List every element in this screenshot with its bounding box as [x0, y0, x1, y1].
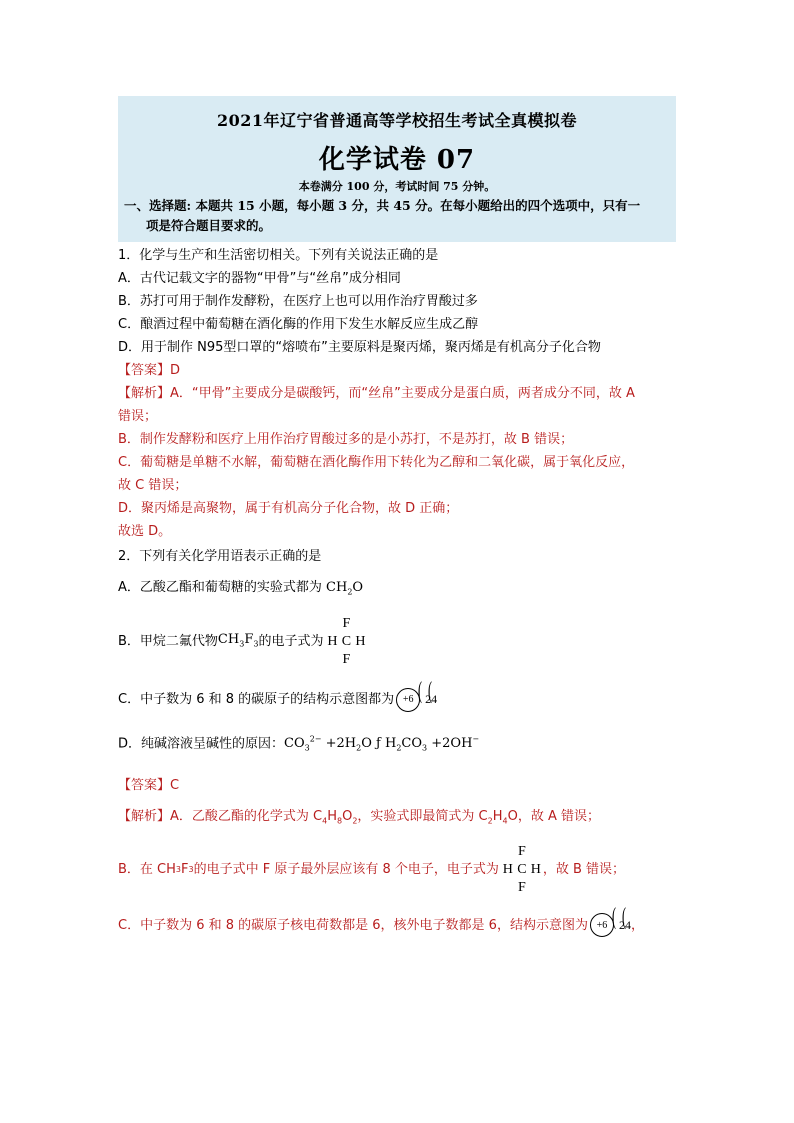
q2-option-a — [118, 576, 676, 604]
q1-analysis-a — [118, 382, 676, 405]
s: 2 — [487, 816, 493, 826]
shell-2: 4 — [624, 917, 631, 932]
q1-option-c: C．酿酒过程中葡萄糖在酒化酶的作用下发生水解反应生成乙醇 — [118, 317, 479, 332]
lewis-h-right: H — [355, 634, 366, 650]
q1-answer-value: D — [170, 363, 181, 378]
q1-option-b: B．苏打可用于制作发酵粉，在医疗上也可以用作治疗胃酸过多 — [118, 294, 478, 309]
t: ，故 B 错误； — [542, 861, 626, 877]
f-sub: 3 — [253, 639, 259, 649]
lewis-f-bottom: F — [517, 879, 526, 895]
t: ， — [630, 917, 644, 933]
q2-option-d-equation — [284, 736, 479, 751]
s: 3 — [188, 864, 194, 874]
section-line-2: 项是符合题目要求的。 — [146, 218, 272, 233]
q1-stem: 1．化学与生产和生活密切相关。下列有关说法正确的是 — [118, 248, 439, 263]
t: H — [327, 808, 337, 824]
s: 4 — [322, 816, 328, 826]
q2-option-a-formula — [326, 580, 363, 595]
exam-title: 2021年辽宁省普通高等学校招生考试全真模拟卷 — [216, 111, 578, 130]
s: 4 — [502, 816, 508, 826]
q1-analysis-c: C．葡萄糖是单糖不水解，葡萄糖在酒化酶作用下转化为乙醇和二氧化碳，属于氧化反应， — [118, 455, 635, 470]
atom-shells — [616, 914, 631, 937]
q2-answer-value: C — [170, 777, 180, 793]
shell-1: 2 — [618, 917, 625, 932]
exam-info: 本卷满分 100 分，考试时间 75 分钟。 — [298, 180, 496, 193]
q1-option-a: A．古代记载文字的器物“甲骨”与“丝帛”成分相同 — [118, 271, 401, 286]
q2-option-d-text: D．纯碱溶液呈碱性的原因： — [118, 735, 285, 751]
question-2 — [118, 545, 676, 942]
s: 8 — [337, 816, 343, 826]
lewis-h-left: H — [502, 861, 513, 877]
lewis-structure-full — [501, 842, 543, 896]
lewis-f-top: F — [517, 843, 526, 859]
section-line-1: 一、选择题: 本题共 15 小题，每小题 3 分，共 45 分。在每小题给出的四个选项中，只有一 — [124, 198, 641, 213]
exam-page — [118, 96, 676, 942]
f-sup: 2− — [309, 734, 322, 744]
q1-analysis-c-cont: 故 C 错误； — [118, 478, 188, 493]
q2-option-c-text: C．中子数为 6 和 8 的碳原子的结构示意图都为 — [118, 692, 395, 708]
q2-stem: 2．下列有关化学用语表示正确的是 — [118, 549, 322, 564]
lewis-structure — [325, 615, 367, 669]
t: C．中子数为 6 和 8 的碳原子核电荷数都是 6，核外电子数都是 6，结构示意图为 — [118, 917, 588, 933]
t: H — [492, 808, 503, 824]
shell-1: 2 — [425, 692, 432, 707]
f-sub: 2 — [347, 587, 353, 597]
q2-option-d — [118, 728, 676, 760]
atom-structure-diagram — [396, 688, 437, 712]
q1-analysis-d: D．聚丙烯是高聚物，属于有机高分子化合物，故 D 正确； — [118, 501, 459, 516]
t: A．乙酸乙酯的化学式为 C — [170, 808, 323, 824]
q1-conclusion: 故选 D。 — [118, 524, 172, 539]
q2-option-c — [118, 682, 676, 718]
q1-analysis-a-text: A．“甲骨”主要成分是碳酸钙，而“丝帛”主要成分是蛋白质，两者成分不同，故 A — [170, 386, 635, 401]
lewis-h-right: H — [530, 861, 541, 877]
shell-2: 4 — [431, 692, 438, 707]
f-part: +2H — [321, 735, 357, 751]
atom-structure-diagram-2 — [590, 913, 631, 937]
q1-answer-tag: 【答案】 — [118, 363, 171, 378]
f-sub: 3 — [422, 743, 428, 753]
f-part: CH — [326, 580, 348, 595]
t: ，实验式即最简式为 C — [357, 808, 488, 824]
lewis-h-left: H — [327, 634, 338, 650]
q2-option-b — [118, 612, 676, 672]
q1-analysis-tag: 【解析】 — [118, 386, 171, 401]
f-part: CO — [284, 735, 305, 751]
exam-header — [118, 96, 676, 242]
f-sub: 3 — [239, 639, 245, 649]
q2-analysis-b — [118, 838, 676, 900]
t: 的电子式中 F 原子最外层应该有 8 个电子，电子式为 — [193, 861, 499, 877]
f-part: CO — [401, 735, 423, 751]
f-sup: − — [472, 734, 480, 744]
q1-option-d: D．用于制作 N95型口罩的“熔喷布”主要原料是聚丙烯，聚丙烯是有机高分子化合物 — [118, 340, 601, 355]
lewis-f-top: F — [342, 616, 351, 632]
f-part: F — [244, 631, 254, 647]
atom-shells — [422, 688, 437, 711]
q2-analysis-a — [118, 805, 676, 833]
q2-answer — [118, 774, 676, 797]
s: 2 — [352, 816, 358, 826]
s: 3 — [175, 864, 181, 874]
f-part: +2OH — [427, 735, 473, 751]
f-sub: 3 — [304, 743, 310, 753]
q2-analysis-tag: 【解析】 — [118, 808, 171, 824]
q2-option-b-text-post: 的电子式为 — [258, 634, 324, 650]
lewis-c-center: C — [341, 634, 352, 650]
atom-nucleus: +6 — [590, 913, 614, 937]
q2-option-b-formula — [218, 628, 259, 656]
section-instructions — [124, 196, 670, 236]
lewis-c-center: C — [517, 861, 527, 877]
q2-option-a-text: A．乙酸乙酯和葡萄糖的实验式都为 — [118, 580, 327, 595]
f-sub: 2 — [356, 743, 362, 753]
q2-answer-tag: 【答案】 — [118, 777, 171, 793]
f-part: CH — [217, 631, 240, 647]
f-sub: 2 — [396, 743, 402, 753]
atom-nucleus: +6 — [396, 688, 420, 712]
t: O，故 A 错误； — [507, 808, 600, 824]
t: F — [181, 861, 189, 877]
question-1 — [118, 244, 676, 543]
t: B．在 CH — [118, 861, 176, 877]
f-part: O ƒ H — [361, 735, 397, 751]
q1-analysis-a-cont: 错误； — [118, 409, 158, 424]
t: O — [342, 808, 353, 824]
q1-analysis-b: B．制作发酵粉和医疗上用作治疗胃酸过多的是小苏打，不是苏打，故 B 错误； — [118, 432, 574, 447]
lewis-f-bottom: F — [342, 652, 351, 668]
q2-option-b-text: B．甲烷二氟代物 — [118, 634, 218, 650]
exam-subtitle: 化学试卷 07 — [318, 145, 476, 175]
q2-analysis-c — [118, 908, 676, 942]
q1-answer — [118, 359, 676, 382]
f-part: O — [352, 580, 364, 595]
